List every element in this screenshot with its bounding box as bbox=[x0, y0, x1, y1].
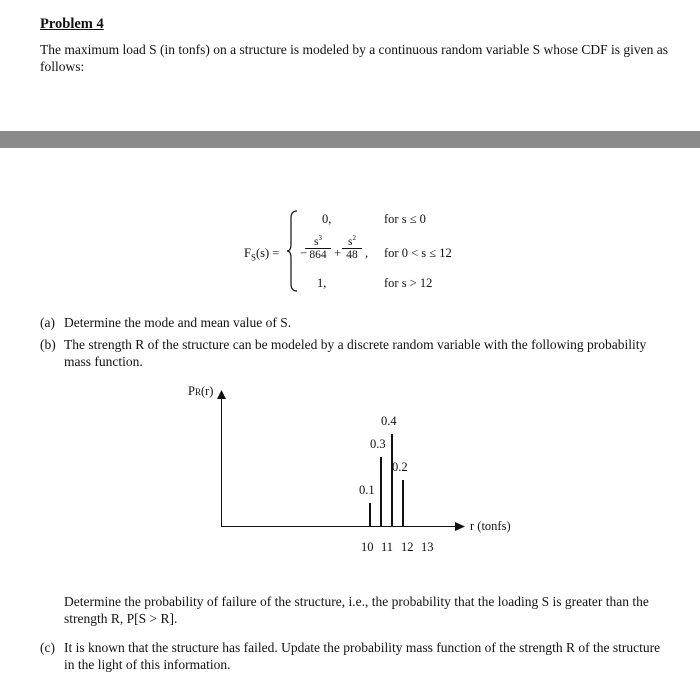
x-tick-label-12: 12 bbox=[401, 540, 414, 554]
case2-comma: , bbox=[365, 246, 369, 260]
part-b-label: (b) bbox=[40, 337, 56, 352]
pmf-stem-12 bbox=[391, 434, 393, 526]
y-axis bbox=[221, 398, 222, 526]
pmf-value-label-10: 0.1 bbox=[359, 483, 375, 497]
problem-intro: The maximum load S (in tonfs) on a structure is modeled by a continuous random variable S whose CDF is given as follows: bbox=[40, 42, 669, 74]
problem-title: Problem 4 bbox=[40, 16, 104, 32]
chart-ylabel: PR(r) bbox=[188, 384, 214, 398]
case3-value: 1, bbox=[317, 276, 327, 290]
part-c-text-line2: in the light of this information. bbox=[64, 657, 231, 672]
fraction-s2-48: $\frac{s^2}{48}$ bbox=[342, 234, 362, 261]
pmf-value-label-13: 0.2 bbox=[392, 460, 408, 474]
cdf-lhs: $F_S(s)$ = bbox=[244, 246, 280, 263]
part-a-text: Determine the mode and mean value of S. bbox=[64, 315, 292, 330]
part-a-label: (a) bbox=[40, 315, 55, 330]
x-axis bbox=[221, 526, 457, 527]
part-b bbox=[40, 336, 680, 370]
pmf-value-label-12: 0.4 bbox=[381, 414, 397, 428]
x-tick-label-11: 11 bbox=[381, 540, 394, 554]
left-brace-icon bbox=[286, 210, 300, 292]
chart-xlabel: r (tonfs) bbox=[470, 519, 511, 533]
pmf-stem-13 bbox=[402, 480, 404, 526]
x-tick-label-13: 13 bbox=[421, 540, 434, 554]
x-tick-label-10: 10 bbox=[361, 540, 374, 554]
y-axis-arrow-icon bbox=[217, 390, 226, 400]
part-b-text-line2: mass function. bbox=[64, 354, 143, 369]
part-b-text-line1: The strength R of the structure can be modeled by a discrete random variable with the following probability bbox=[64, 337, 647, 352]
x-axis-arrow-icon bbox=[455, 522, 465, 531]
part-c-text-line1: It is known that the structure has failed. Update the probability mass function of the strength R of the structure bbox=[64, 640, 661, 655]
part-b-followup-line2: strength R, P[S > R]. bbox=[64, 611, 178, 626]
part-a bbox=[40, 314, 680, 331]
case1-condition: for s ≤ 0 bbox=[384, 212, 426, 226]
case3-condition: for s > 12 bbox=[384, 276, 433, 290]
pmf-stem-10 bbox=[369, 503, 371, 526]
part-b-followup bbox=[64, 593, 684, 627]
case2-condition: for 0 < s ≤ 12 bbox=[384, 246, 452, 260]
part-c-label: (c) bbox=[40, 640, 55, 655]
part-c bbox=[40, 639, 680, 673]
part-b-followup-line1: Determine the probability of failure of the structure, i.e., the probability that the loading S is greater than the bbox=[64, 594, 649, 609]
plus-sign: + bbox=[334, 246, 342, 260]
pmf-stem-11 bbox=[380, 457, 382, 526]
case2-minus: − bbox=[300, 246, 308, 260]
divider-band bbox=[0, 131, 700, 148]
case1-value: 0, bbox=[322, 212, 332, 226]
pmf-value-label-11: 0.3 bbox=[370, 437, 386, 451]
fraction-s3-864: $\frac{s^3}{864}$ bbox=[305, 234, 331, 261]
